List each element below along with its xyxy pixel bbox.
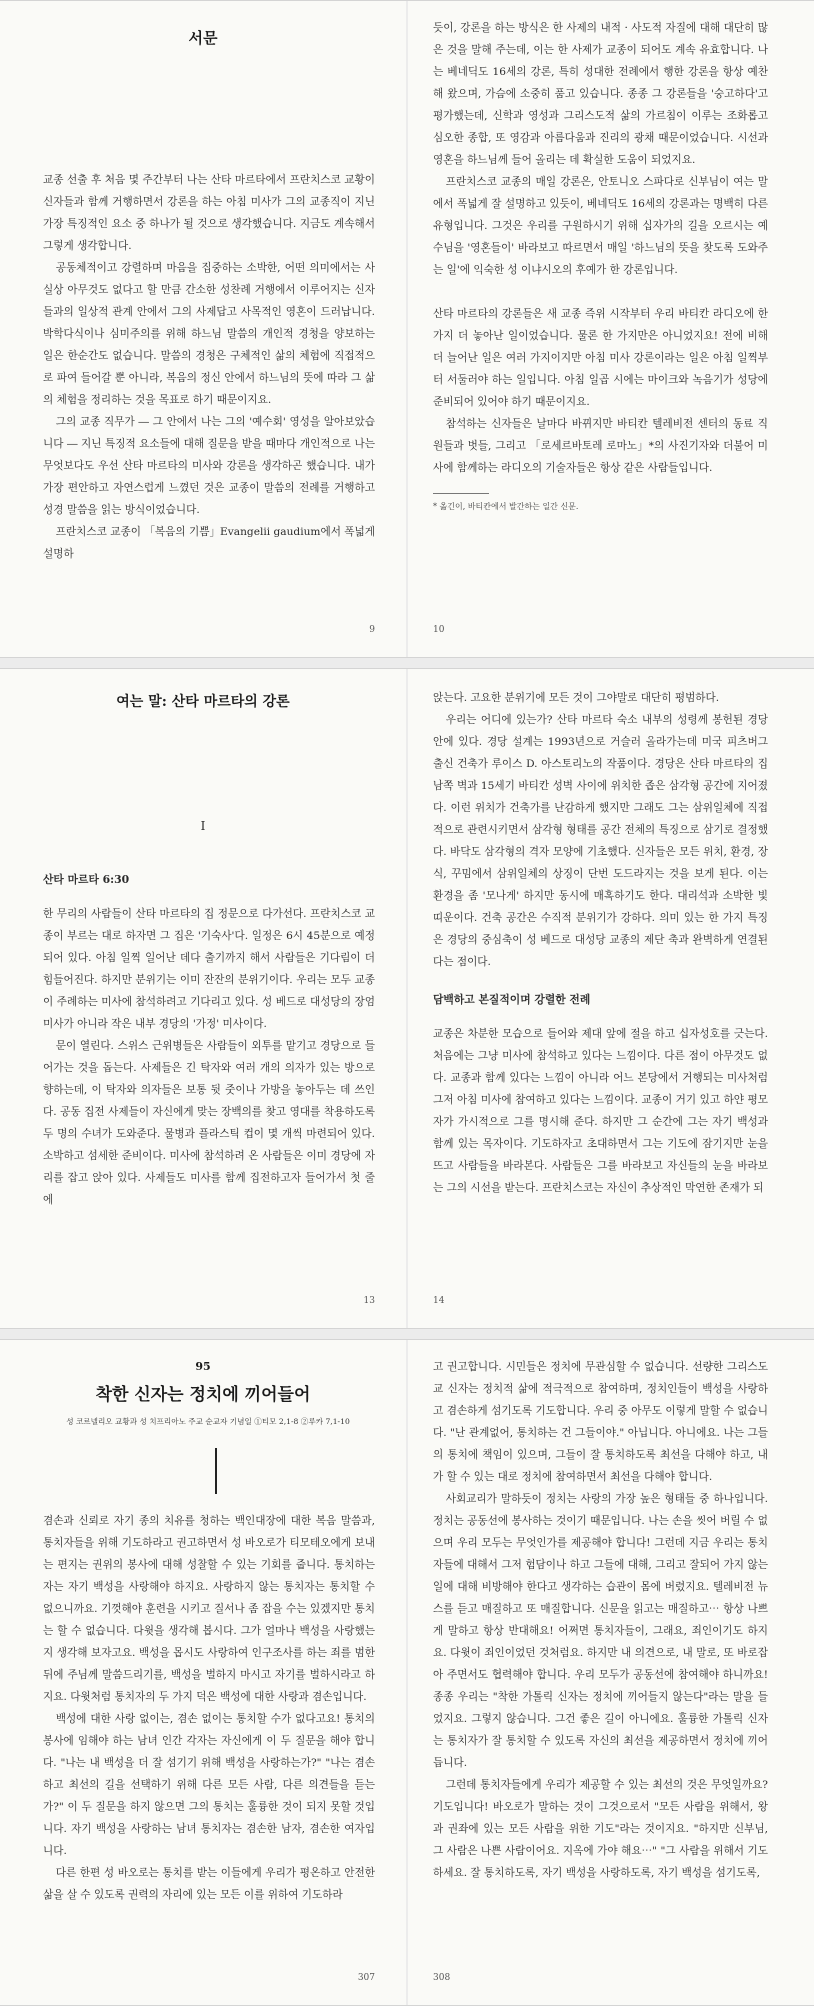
page-body (433, 1356, 768, 1884)
footnote-rule (433, 493, 489, 494)
paragraph: 사회교리가 말하듯이 정치는 사랑의 가장 높은 형태들 중 하나입니다. 정치는 공동선에 봉사하는 것이기 때문입니다. 나는 손을 씻어 버릴 수 없으며 우리 모두는 무엇인가를 제공해야 합니다! 그런데 지금 우리는 통치자들에 대해서 그저 험담이나 하고 그들에 대해, 그리고 잘되어 가지 않는 일에 대해 비방해야 한다고 생각하는 습관이 몸에 버렸지요. 텔레비전 뉴스를 듣고 매질하고 또 매질합니다. 신문을 읽고는 매질하고⋯ 항상 나쁘게 말하고 항상 반대해요! 어쩌면 통치자들이, 그래요, 죄인이기도 하지요. 다윗이 죄인이었던 것처럼요. 하지만 내 의견으로, 내 말로, 또 바로잡아 주면서도 협력해야 합니다. 우리 모두가 공동선에 참여해야 하니까요! 종종 우리는 "착한 가톨릭 신자는 정치에 끼어들지 않는다"라는 말을 들었지요. 그렇지 않습니다. 그건 좋은 길이 아니에요. 훌륭한 가톨릭 신자는 통치자가 잘 통치할 수 있도록 자신의 최선을 제공하면서 정치에 끼어듭니다. (433, 1493, 768, 1769)
paragraph: 공동체적이고 강렬하며 마음을 집중하는 소박한, 어떤 의미에서는 사실상 아무것도 없다고 할 만큼 간소한 성찬례 거행에서 이루어지는 신자들과의 일상적 관계 안에서 그의 사제답고 사목적인 영혼이 드러납니다. 박학다식이나 심미주의를 위해 하느님 말씀의 개인적 경청을 양보하는 일은 한순간도 없습니다. 말씀의 경청은 구체적인 삶의 체험에 직접적으로 파여 들어갈 뿐 아니라, 복음의 정신 안에서 하느님의 뜻에 따라 그 삶의 체험을 정리하는 것을 목표로 하기 때문이지요. (43, 262, 375, 406)
decorative-bar (215, 1448, 217, 1494)
paragraph: 프란치스코 교종이 「복음의 기쁨」Evangelii gaudium에서 폭넓게 설명하 (43, 526, 375, 560)
chapter-title: 여는 말: 산타 마르타의 강론 (116, 694, 290, 710)
paragraph: 다른 한편 성 바오로는 통치를 받는 이들에게 우리가 평온하고 안전한 삶을 살 수 있도록 권력의 자리에 있는 모든 이를 위하여 기도하라 (43, 1867, 375, 1901)
liturgical-reference: 성 코르넬리오 교황과 성 치프리아노 주교 순교자 기념일 ①티모 2,1-8 ②루카 7,1-10 (66, 1417, 350, 1426)
page-right-14 (408, 669, 814, 1328)
page-number: 308 (433, 1973, 451, 1983)
page-body (43, 1510, 375, 1906)
page-number: 10 (433, 625, 445, 635)
section-gap (433, 1011, 768, 1023)
section-gap (433, 973, 768, 989)
page-right-308 (408, 1340, 814, 2005)
page-number: 13 (363, 1296, 375, 1306)
page-body (43, 169, 375, 565)
chapter-title: 서문 (188, 29, 218, 47)
paragraph: 앉는다. 고요한 분위기에 모든 것이 그야말로 대단히 평범하다. (433, 692, 720, 704)
homily-title: 착한 신자는 정치에 끼어들어 (95, 1385, 311, 1405)
homily-number: 95 (195, 1360, 211, 1373)
book-spread-homily-95 (0, 1339, 814, 2006)
page-left-13 (0, 669, 406, 1328)
page-left-9 (0, 1, 406, 657)
page-body (433, 17, 768, 514)
page-body (433, 687, 768, 1199)
book-spread-introduction (0, 668, 814, 1329)
paragraph: 참석하는 신자들은 날마다 바뀌지만 바티칸 텔레비전 센터의 동료 직원들과 벗들, 그리고 「로세르바토레 로마노」*의 사진기자와 더불어 미사에 함께하는 라디오의 기술자들은 항상 같은 사람들입니다. (433, 418, 768, 474)
paragraph: 백성에 대한 사랑 없이는, 겸손 없이는 통치할 수가 없다고요! 통치의 봉사에 임해야 하는 남녀 인간 각자는 자신에게 이 두 질문을 해야 합니다. "나는 내 백성을 더 잘 섬기기 위해 백성을 사랑하는가?" "나는 겸손하고 최선의 길을 선택하기 위해 다른 모든 사람, 다른 의견들을 듣는가?" 이 두 질문을 하지 않으면 그의 통치는 훌륭한 것이 되지 못할 것입니다. 자기 백성을 사랑하는 남녀 통치자는 겸손한 남자, 겸손한 여자입니다. (43, 1713, 375, 1857)
paragraph: 고 권고합니다. 시민들은 정치에 무관심할 수 없습니다. 선량한 그리스도교 신자는 정치적 삶에 적극적으로 참여하며, 정치인들이 백성을 사랑하고 겸손하게 섬기도록 기도합니다. 우리 중 아무도 이렇게 말할 수 없습니다. "난 관계없어, 통치하는 건 그들이야." 아닙니다. 아니에요. 나는 그들의 통치에 책임이 있으며, 그들이 잘 통치하도록 최선을 다해야 하고, 내가 할 수 있는 대로 정치에 참여하면서 최선을 다해야 합니다. (433, 1361, 768, 1483)
paragraph: 듯이, 강론을 하는 방식은 한 사제의 내적 · 사도적 자질에 대해 대단히 많은 것을 말해 주는데, 이는 한 사제가 교종이 되어도 계속 유효합니다. 나는 베네딕도 16세의 강론, 특히 성대한 전례에서 행한 강론을 항상 예찬해 왔으며, 가슴에 소중히 품고 있습니다. 종종 그 강론들을 '숭고하다'고 평가했는데, 신학과 영성과 그리스도적 삶의 가르침이 이루는 조화롭고 심오한 종합, 또 영감과 아름다움과 진리의 광채 때문이었습니다. 시선과 영혼을 하느님께 들어 올리는 데 확실한 도움이 되었지요. (433, 22, 768, 166)
paragraph: 우리는 어디에 있는가? 산타 마르타 숙소 내부의 성령께 봉헌된 경당 안에 있다. 경당 설계는 1993년으로 거슬러 올라가는데 미국 피츠버그 출신 건축가 루이스 D. 아스토리노의 작품이다. 경당은 산타 마르타의 집 남쪽 벽과 15세기 바티칸 성벽 사이에 위치한 좁은 삼각형 공간에 지어졌다. 이런 위치가 건축가를 난감하게 했지만 그래도 그는 삼위일체에 직접적으로 관련시키면서 삼각형 형태를 공간 전체의 특징으로 삼기로 결정했다. 바닥도 삼각형의 격자 모양에 기초했다. 신자들은 모든 위치, 환경, 장식, 꾸밈에서 삼위일체의 상징이 단번 도드라지는 것을 보게 된다. 이는 환경을 좀 '모나게' 하지만 동시에 매혹하기도 한다. 대리석과 소박한 빛 띠운이다. 건축 공간은 수직적 분위기가 강하다. 의미 있는 한 가지 특징은 경당의 중심축이 성 베드로 대성당 교종의 제단 축과 완벽하게 연결된다는 점이다. (433, 714, 768, 968)
section-gap (433, 281, 768, 303)
page-number: 14 (433, 1296, 445, 1306)
page-left-307 (0, 1340, 406, 2005)
paragraph: 그의 교종 직무가 ― 그 안에서 나는 그의 '예수회' 영성을 알아보았습니다 ― 지닌 특징적 요소들에 대해 질문을 받을 때마다 개인적으로 나는 무엇보다도 우선 산타 마르타의 미사와 강론을 생각하곤 했습니다. 내가 가장 편안하고 자연스럽게 느꼈던 것은 교종이 말씀의 전례를 거행하고 성경 말씀을 읽는 방식이었습니다. (43, 416, 375, 516)
paragraph: 그런데 통치자들에게 우리가 제공할 수 있는 최선의 것은 무엇일까요? 기도입니다! 바오로가 말하는 것이 그것으로서 "모든 사람을 위해서, 왕과 권좌에 있는 모든 사람을 위한 기도"라는 것이지요. "하지만 신부님, 그 사람은 나쁜 사람이어요. 지옥에 가야 해요⋯" "그 사람을 위해서 기도하세요. 잘 통치하도록, 자기 백성을 사랑하도록, 자기 백성을 섬기도록, (433, 1779, 768, 1879)
section-gap (43, 891, 375, 903)
paragraph: 겸손과 신뢰로 자기 종의 치유를 청하는 백인대장에 대한 복음 말씀과, 통치자들을 위해 기도하라고 권고하면서 성 바오로가 티모테오에게 보내는 편지는 권위의 봉사에 대해 성찰할 수 있는 기회를 줍니다. 통치하는 자는 자기 백성을 사랑해야 하지요. 사랑하지 않는 통치자는 통치할 수 없으니까요. 기껏해야 훈련을 시키고 질서나 좀 잡을 수는 있겠지만 통치는 할 수 없습니다. 다윗을 생각해 봅시다. 그가 얼마나 백성을 사랑했는지 생각해 보자고요. 백성을 몹시도 사랑하여 인구조사를 하는 죄를 범한 뒤에 주님께 말씀드리기를, 백성을 벌하지 마시고 자기를 벌하시라고 하지요. 다윗처럼 통치자의 두 가지 덕은 백성에 대한 사랑과 겸손입니다. (43, 1515, 375, 1703)
page-right-10 (408, 1, 814, 657)
paragraph: 프란치스코 교종의 매일 강론은, 안토니오 스파다로 신부님이 여는 말에서 폭넓게 잘 설명하고 있듯이, 베네딕도 16세의 강론과는 명백히 다른 유형입니다. 그것은 우리를 구원하시기 위해 십자가의 길을 오르시는 예수님을 '영혼들이' 바라보고 따르면서 매일 '하느님의 뜻을 찾도록 도와주는 일'에 익숙한 성 이냐시오의 후예가 한 강론입니다. (433, 176, 768, 276)
footnote: * 옮긴이, 바티칸에서 발간하는 일간 신문. (433, 502, 579, 511)
page-number: 307 (357, 1973, 375, 1983)
paragraph: 교종은 차분한 모습으로 들어와 제대 앞에 절을 하고 십자성호를 긋는다. 처음에는 그냥 미사에 참석하고 있다는 느낌이다. 다른 점이 아무것도 없다. 교종과 함께 있다는 느낌이 아니라 어느 본당에서 거행되는 미사처럼 그저 아침 미사에 참여하고 있다는 느낌이다. 교종이 거기 있고 하얀 평모자가 가시적으로 그를 명시해 준다. 하지만 그 순간에 그는 자기 백성과 함께 있는 목자이다. 기도하자고 초대하면서 그는 기도에 잠기지만 눈을 뜨고 사람들을 바라본다. 사람들은 그를 바라보고 자신들의 눈을 바라보는 그의 시선을 받는다. 프란치스코는 자신이 추상적인 막연한 존재가 되 (433, 1028, 768, 1194)
section-numeral: I (200, 819, 206, 833)
paragraph: 문이 열린다. 스위스 근위병들은 사람들이 외투를 맡기고 경당으로 들어가는 것을 돕는다. 사제들은 긴 탁자와 여러 개의 의자가 있는 방으로 향하는데, 이 탁자와 의자들은 보통 뒷 줏이나 가방을 놓아두는 데 쓰인다. 공동 집전 사제들이 자신에게 맞는 장백의를 찾고 영대를 착용하도록 두 명의 수녀가 도와준다. 물병과 플라스틱 컵이 몇 개씩 마련되어 있다. 소박하고 섬세한 준비이다. 미사에 참석하려 온 사람들은 이미 경당에 자리를 잡고 앉아 있다. 사제들도 미사를 함께 집전하고자 들어가서 첫 줄에 (43, 1040, 375, 1206)
paragraph: 산타 마르타의 강론들은 새 교종 즉위 시작부터 우리 바티칸 라디오에 한가지 더 놓아난 일이었습니다. 물론 한 가지만은 아니었지요! 전에 비해 더 늘어난 일은 여러 가지이지만 아침 미사 강론이라는 일은 아침 일찍부터 서둘러야 하는 일입니다. 아침 일곱 시에는 마이크와 녹음기가 성당에 준비되어 있어야 하기 때문이지요. (433, 308, 768, 408)
paragraph: 한 무리의 사람들이 산타 마르타의 집 정문으로 다가선다. 프란치스코 교종이 부르는 대로 하자면 그 집은 '기숙사'다. 일정은 6시 45분으로 예정되어 있다. 아침 일찍 일어난 데다 출기까지 해서 사람들은 기다림이 더 힘들어진다. 하지만 분위기는 이미 잔잔의 분위기이다. 우리는 모두 교종이 주례하는 미사에 참석하려고 기다리고 있다. 성 베드로 대성당의 장엄미사가 아니라 작은 내부 경당의 '가정' 미사이다. (43, 908, 375, 1030)
paragraph: 교종 선출 후 처음 몇 주간부터 나는 산타 마르타에서 프란치스코 교황이 신자들과 함께 거행하면서 강론을 하는 아침 미사가 그의 교종직이 지닌 가장 특징적인 요소 중 하나가 될 것으로 생각했습니다. 지금도 계속해서 그렇게 생각합니다. (43, 174, 375, 252)
page-body (43, 869, 375, 1211)
subheading: 산타 마르타 6:30 (43, 873, 130, 886)
page-number: 9 (369, 625, 375, 635)
subheading: 담백하고 본질적이며 강렬한 전례 (433, 993, 591, 1006)
book-spread-preface (0, 0, 814, 658)
